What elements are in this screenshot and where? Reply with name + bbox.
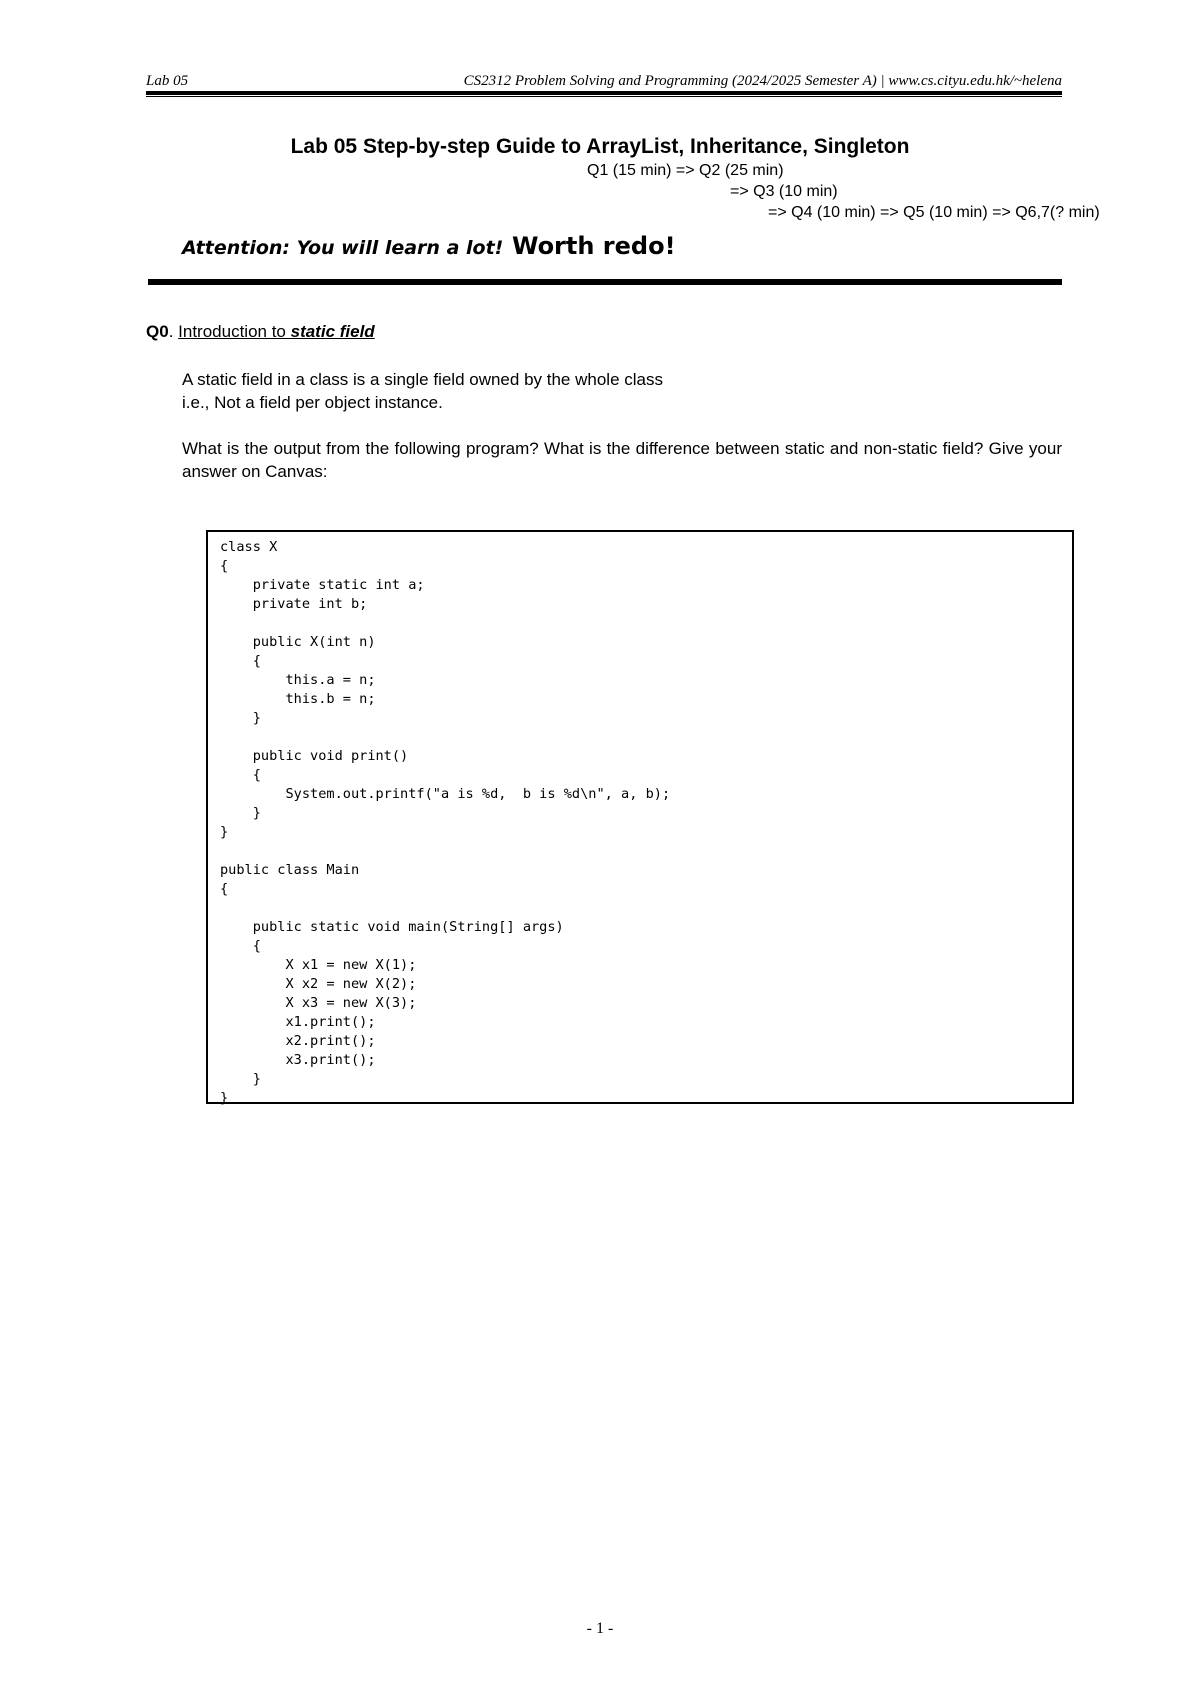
q0-heading: [146, 322, 375, 342]
static-field-definition: [182, 368, 1062, 414]
header-left: Lab 05: [146, 73, 189, 89]
definition-line-1: A static field in a class is a single field owned by the whole class: [182, 370, 663, 389]
code-box: [206, 530, 1074, 1104]
schedule-line-3: => Q4 (10 min) => Q5 (10 min) => Q6,7(? min): [768, 204, 1100, 221]
q0-separator: .: [168, 322, 179, 341]
schedule-line-2: => Q3 (10 min): [730, 183, 838, 200]
schedule-line-1: Q1 (15 min) => Q2 (25 min): [587, 162, 784, 179]
header-right: CS2312 Problem Solving and Programming (2024/2025 Semester A) | www.cs.cityu.edu.hk/~helena: [463, 73, 1062, 89]
page-title: Lab 05 Step-by-step Guide to ArrayList, Inheritance, Singleton: [290, 135, 910, 158]
page-number: - 1 -: [586, 1620, 614, 1637]
attention-emphasis: Worth redo!: [511, 232, 676, 260]
q0-intro-text: Introduction to: [178, 322, 291, 341]
code-listing: class X { private static int a; private int b; public X(int n) { this.a = n; this.b = n; } public void print() { System.out.printf("a is %d, b is %d\n", a, b); } } public class Main { public static void main(String[] args) { X x1 = new X(1); X x2 = new X(2); X x3 = new X(3); x1.print(); x2.print(); x3.print(); } }: [220, 539, 671, 1106]
definition-line-2: i.e., Not a field per object instance.: [182, 393, 443, 412]
attention-prefix: Attention: You will learn a lot!: [182, 237, 504, 259]
section-divider: [148, 279, 1062, 285]
question-text: What is the output from the following program? What is the difference between static and non-static field? Give your answer on Canvas:: [182, 439, 1062, 481]
q0-topic: static field: [290, 322, 375, 341]
header-rule: [146, 91, 1062, 97]
attention-note: [182, 232, 676, 260]
q0-number: Q0: [146, 322, 169, 341]
q0-intro: [178, 322, 375, 341]
